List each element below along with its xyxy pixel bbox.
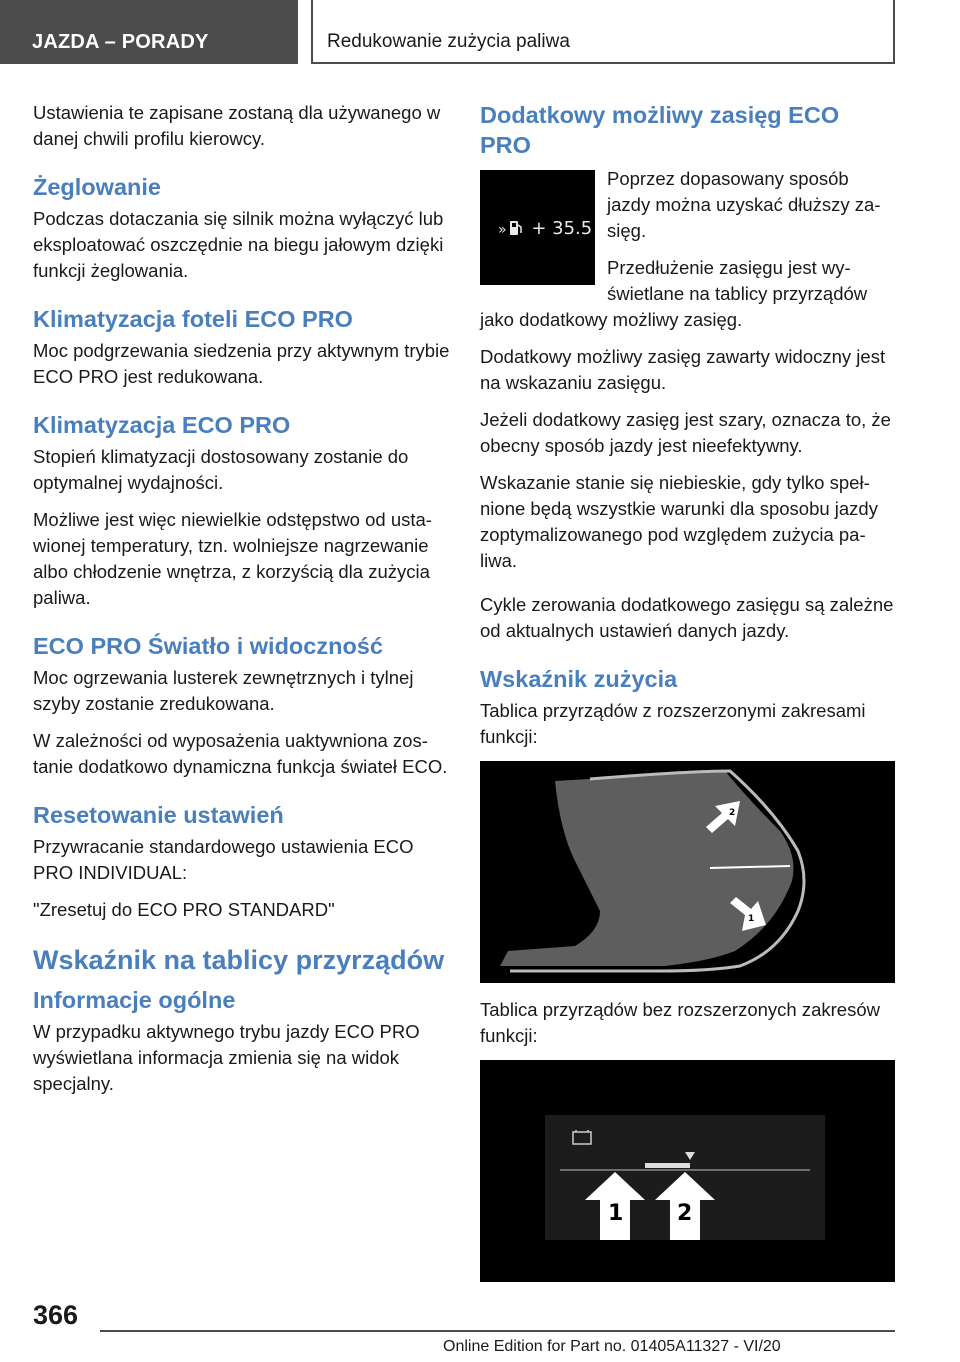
- header-topic-label: Redukowanie zużycia paliwa: [327, 31, 570, 52]
- consumption-text-1: Tablica przyrządów z rozszerzonymi zakresami funkcji:: [480, 700, 866, 747]
- basic-cluster-illustration: [480, 1060, 895, 1282]
- fig2-label-1: 1: [608, 1201, 624, 1226]
- ac-text-1: Stopień klimatyzacji dostosowany zostanie do optymalnej wydajności.: [33, 446, 409, 493]
- range-display: [498, 218, 592, 239]
- reset-text-2: "Zresetuj do ECO PRO STANDARD": [33, 899, 335, 920]
- light-heading: ECO PRO Światło i widoczność: [33, 633, 383, 659]
- page-number: 366: [33, 1300, 79, 1330]
- reset-text-1: Przywracanie standardowego ustawienia ECO PRO INDIVIDUAL:: [33, 836, 414, 883]
- sailing-text: Podczas dotaczania się silnik można wyłączyć lub eksploatować oszczędnie na biegu jałowym dzięki funkcji żeglowania.: [33, 208, 444, 281]
- right-column: [480, 100, 896, 1296]
- intro-text: Ustawienia te zapisane zostaną dla używanego w danej chwili profilu kierowcy.: [33, 102, 441, 149]
- fig1-label-2: 2: [729, 808, 736, 818]
- range-text-4: Jeżeli dodatkowy zasięg jest szary, oznacza to, że obecny sposób jazdy jest nieefektywny.: [480, 409, 891, 456]
- range-heading: Dodatkowy możliwy zasięg ECO PRO: [480, 102, 840, 158]
- consumption-text-2: Tablica przyrządów bez rozszerzonych zakresów funkcji:: [480, 999, 880, 1046]
- seat-climate-text: Moc podgrzewania siedzenia przy aktywnym trybie ECO PRO jest redukowana.: [33, 340, 450, 387]
- panel-heading: Wskaźnik na tablicy przyrządów: [33, 945, 445, 975]
- reset-heading: Resetowanie ustawień: [33, 802, 284, 828]
- range-text-5: Wskazanie stanie się niebieskie, gdy tylko spełnione będą wszystkie warunki dla sposobu jazdy zoptymalizowanego pod względem zużycia paliwa.: [480, 472, 878, 571]
- fig1-label-1: 1: [748, 914, 755, 924]
- chevron-right-icon: »: [498, 222, 507, 238]
- ac-text-2: Możliwe jest więc niewielkie odstępstwo od ustawionej temperatury, tzn. wolniejsze nagrzewanie albo chłodzenie wnętrza, z korzyścią dla zużycia paliwa.: [33, 509, 432, 608]
- light-text-1: Moc ogrzewania lusterek zewnętrznych i tylnej szyby zostanie zredukowana.: [33, 667, 414, 714]
- range-display-image: [480, 170, 595, 285]
- extended-cluster-illustration: [480, 761, 895, 983]
- light-text-2: W zależności od wyposażenia uaktywniona zostanie dodatkowo dynamiczna funkcja świateł ECO.: [33, 730, 448, 777]
- header-section-tab: [0, 0, 298, 64]
- general-info-heading: Informacje ogólne: [33, 987, 236, 1013]
- left-column: [33, 100, 451, 1108]
- consumption-heading: Wskaźnik zużycia: [480, 666, 678, 692]
- range-text-3: Dodatkowy możliwy zasięg zawarty widoczny jest na wskazaniu zasięgu.: [480, 346, 886, 393]
- edition-note: Online Edition for Part no. 01405A11327 - VI/20: [443, 1338, 781, 1355]
- range-text-1: Poprzez dopasowany sposób jazdy można uzyskać dłuższy zasięg.: [607, 168, 881, 241]
- ac-heading: Klimatyzacja ECO PRO: [33, 412, 291, 438]
- fig2-label-2: 2: [677, 1201, 693, 1226]
- range-display-value: + 35.5: [531, 218, 593, 239]
- consumption-bar: [645, 1163, 690, 1168]
- header-topic-box: [311, 0, 895, 64]
- figure-basic-cluster: [480, 1060, 895, 1282]
- sailing-heading: Żeglowanie: [33, 174, 161, 200]
- range-text-6: Cykle zerowania dodatkowego zasięgu są zależne od aktualnych ustawień danych jazdy.: [480, 594, 894, 641]
- general-info-text: W przypadku aktywnego trybu jazdy ECO PRO wyświetlana informacja zmienia się na widok specjalny.: [33, 1021, 420, 1094]
- header-section-label: JAZDA – PORADY: [32, 31, 209, 53]
- fuel-pump-icon: [509, 220, 523, 236]
- footer-divider: [100, 1330, 895, 1332]
- seat-climate-heading: Klimatyzacja foteli ECO PRO: [33, 306, 353, 332]
- range-text-2: Przedłużenie zasięgu jest wyświetlane na tablicy przyrządów jako dodatkowy możliwy zasięg.: [480, 257, 868, 330]
- figure-extended-cluster: [480, 761, 895, 983]
